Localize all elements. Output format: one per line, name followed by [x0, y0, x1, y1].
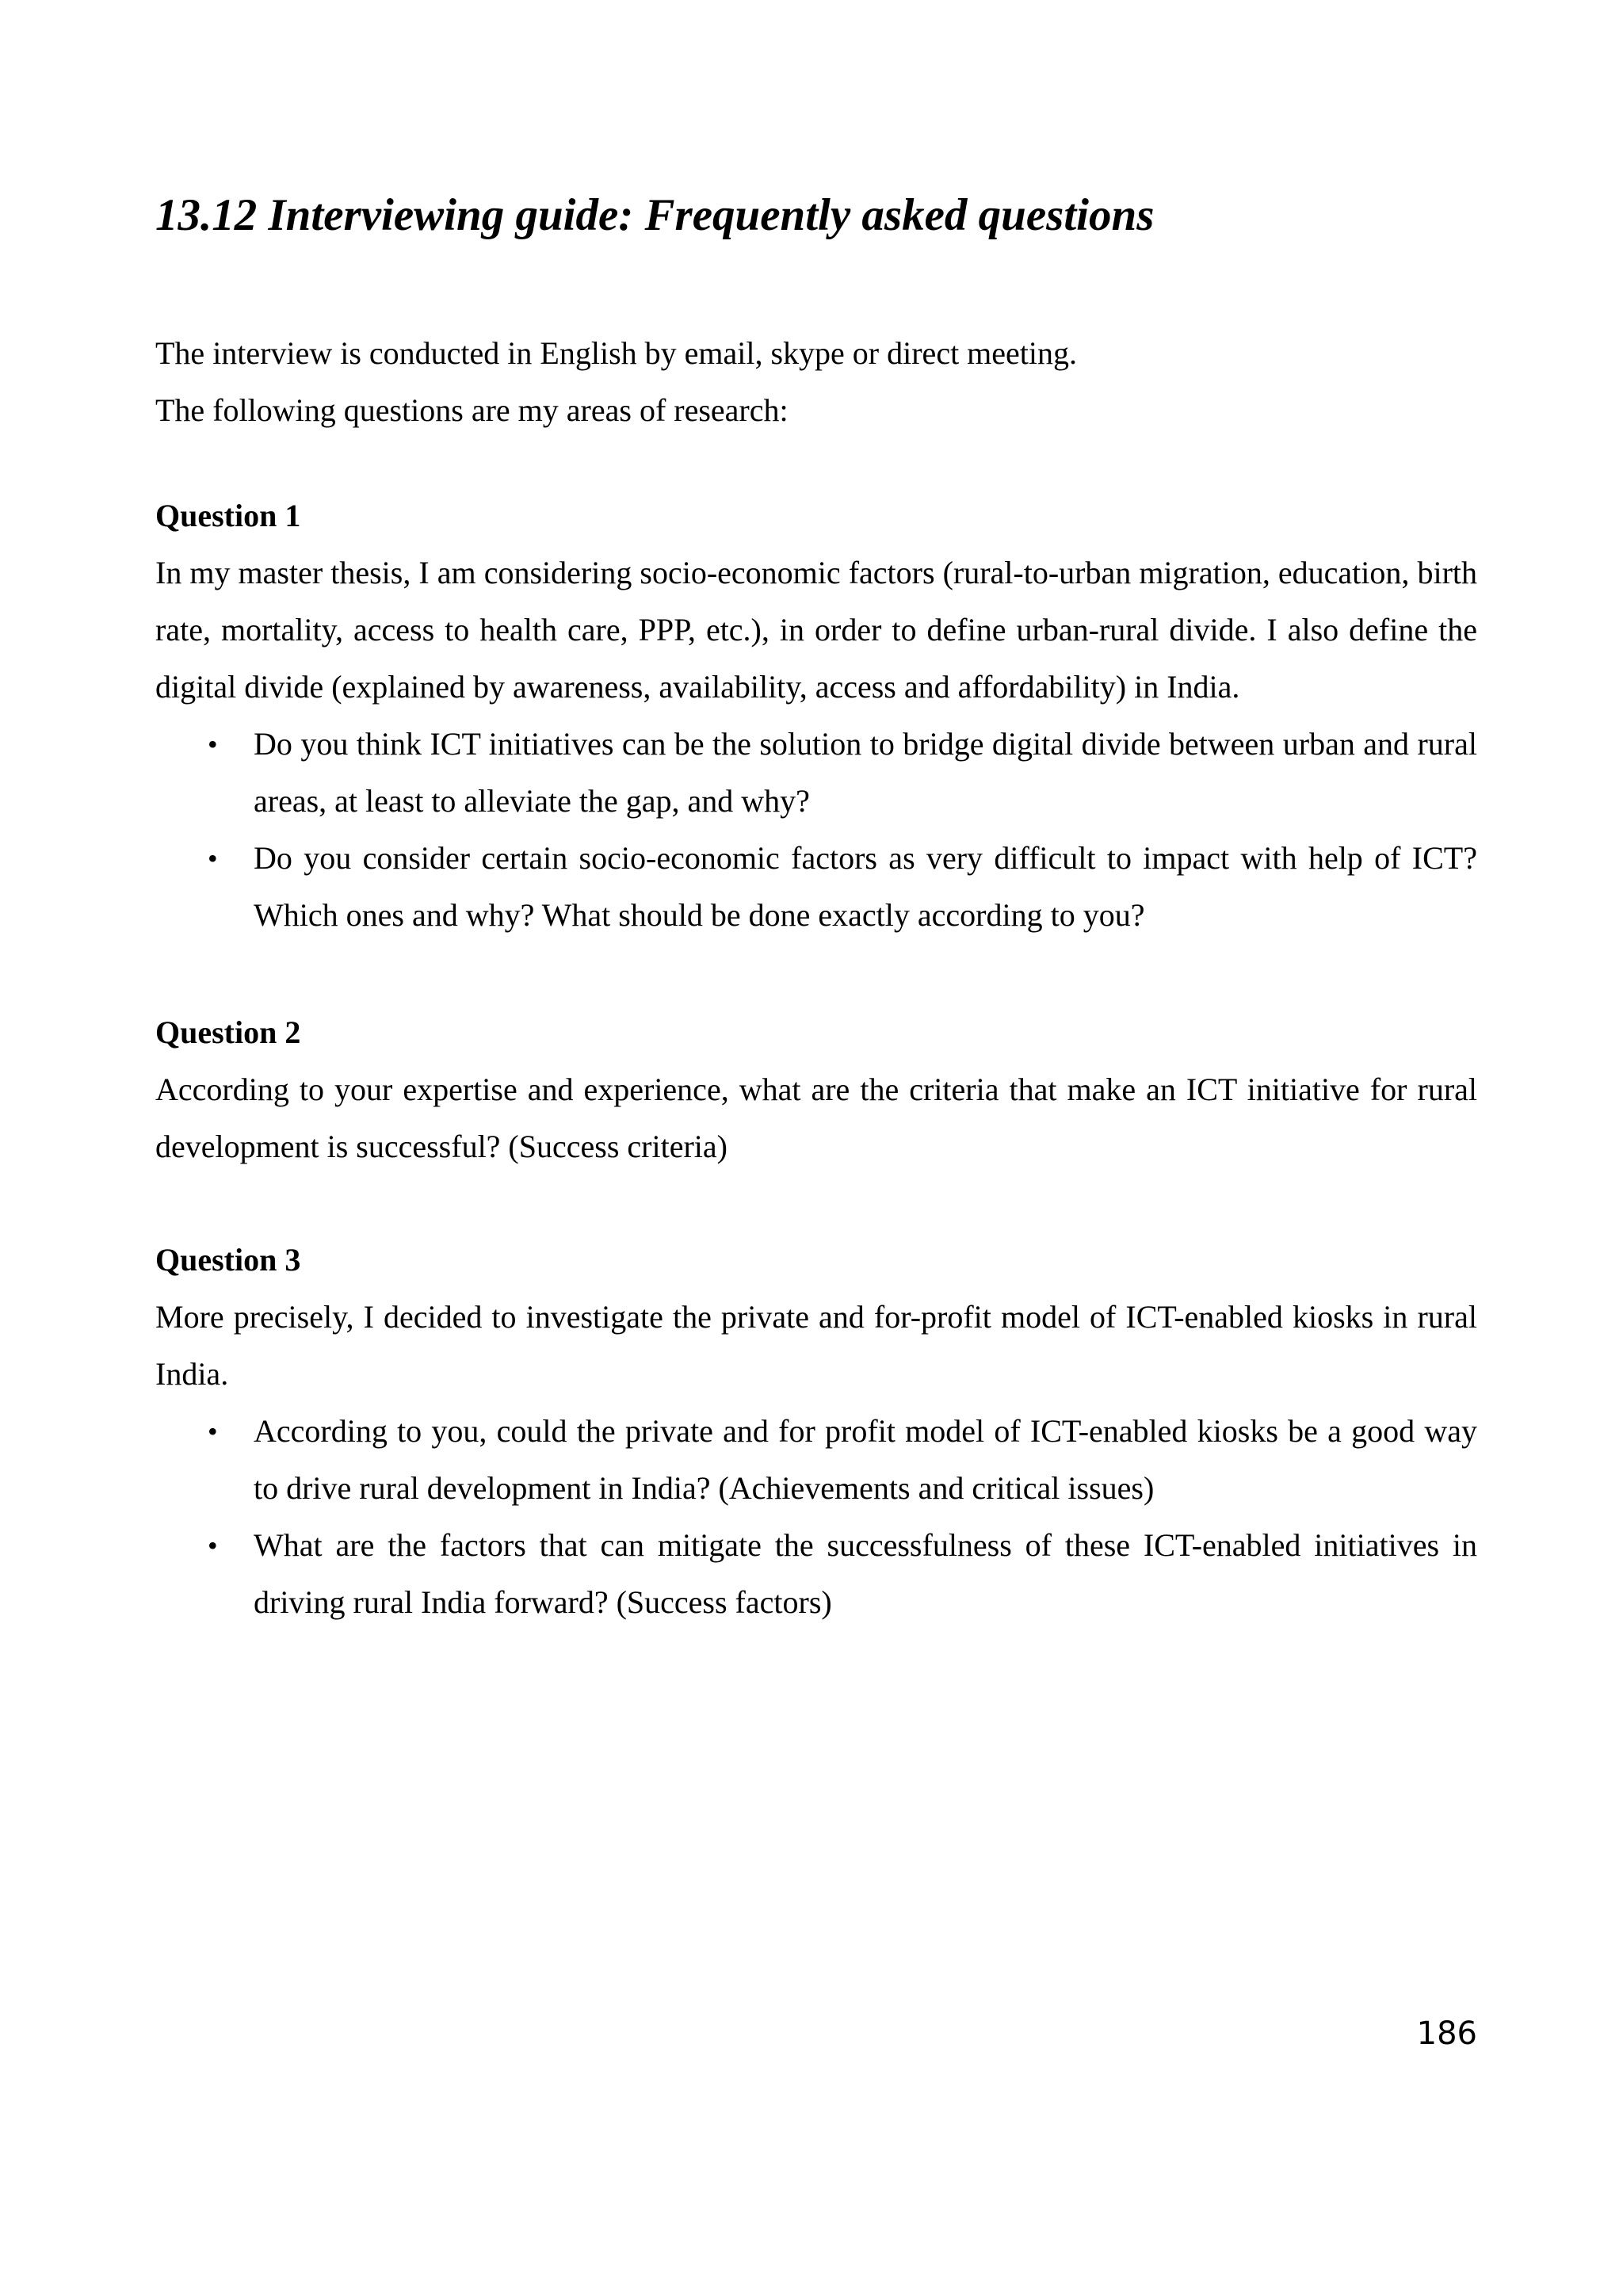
bullet-text: Do you consider certain socio-economic factors as very difficult to impact with help of ICT? Which ones and why? What should be done exactly according to you?: [254, 840, 1477, 933]
question-1-body: In my master thesis, I am considering socio-economic factors (rural-to-urban migration, education, birth rate, mortality, access to health care, PPP, etc.), in order to define urban-rural divide. I also define the digital divide (explained by awareness, availability, access and affordability) in India.: [155, 555, 1477, 705]
question-3-body: More precisely, I decided to investigate the private and for-profit model of ICT-enabled kiosks in rural India.: [155, 1299, 1477, 1392]
question-1-title: Question 1: [155, 498, 301, 533]
question-3-title: Question 3: [155, 1242, 301, 1278]
bullet-text: Do you think ICT initiatives can be the solution to bridge digital divide between urban and rural areas, at least to alleviate the gap, and why?: [254, 726, 1477, 819]
question-3-section: [155, 1232, 1477, 1631]
intro-line: The interview is conducted in English by email, skype or direct meeting.: [155, 335, 1078, 371]
bullet-text: What are the factors that can mitigate the successfulness of these ICT-enabled initiatives in driving rural India forward? (Success factors): [254, 1527, 1477, 1620]
bullet-icon: •: [208, 728, 218, 760]
question-2-title: Question 2: [155, 1014, 301, 1050]
page-number: 186: [1416, 2015, 1477, 2052]
bullet-item: [155, 1517, 1477, 1631]
question-2-body: According to your expertise and experience, what are the criteria that make an ICT initiative for rural development is successful? (Success criteria): [155, 1072, 1477, 1164]
section-heading: 13.12 Interviewing guide: Frequently asked questions: [155, 190, 1155, 240]
question-1-bullets: [155, 716, 1477, 944]
question-1-section: [155, 487, 1477, 944]
intro-paragraph: [155, 325, 1477, 439]
bullet-item: [155, 830, 1477, 944]
bullet-icon: •: [208, 842, 218, 874]
bullet-item: [155, 716, 1477, 830]
bullet-item: [155, 1403, 1477, 1517]
bullet-icon: •: [208, 1530, 218, 1561]
question-3-bullets: [155, 1403, 1477, 1631]
bullet-icon: •: [208, 1415, 218, 1447]
intro-line: The following questions are my areas of research:: [155, 392, 789, 428]
bullet-text: According to you, could the private and for profit model of ICT-enabled kiosks be a good way to drive rural development in India? (Achievements and critical issues): [254, 1413, 1477, 1506]
question-2-section: [155, 1004, 1477, 1175]
